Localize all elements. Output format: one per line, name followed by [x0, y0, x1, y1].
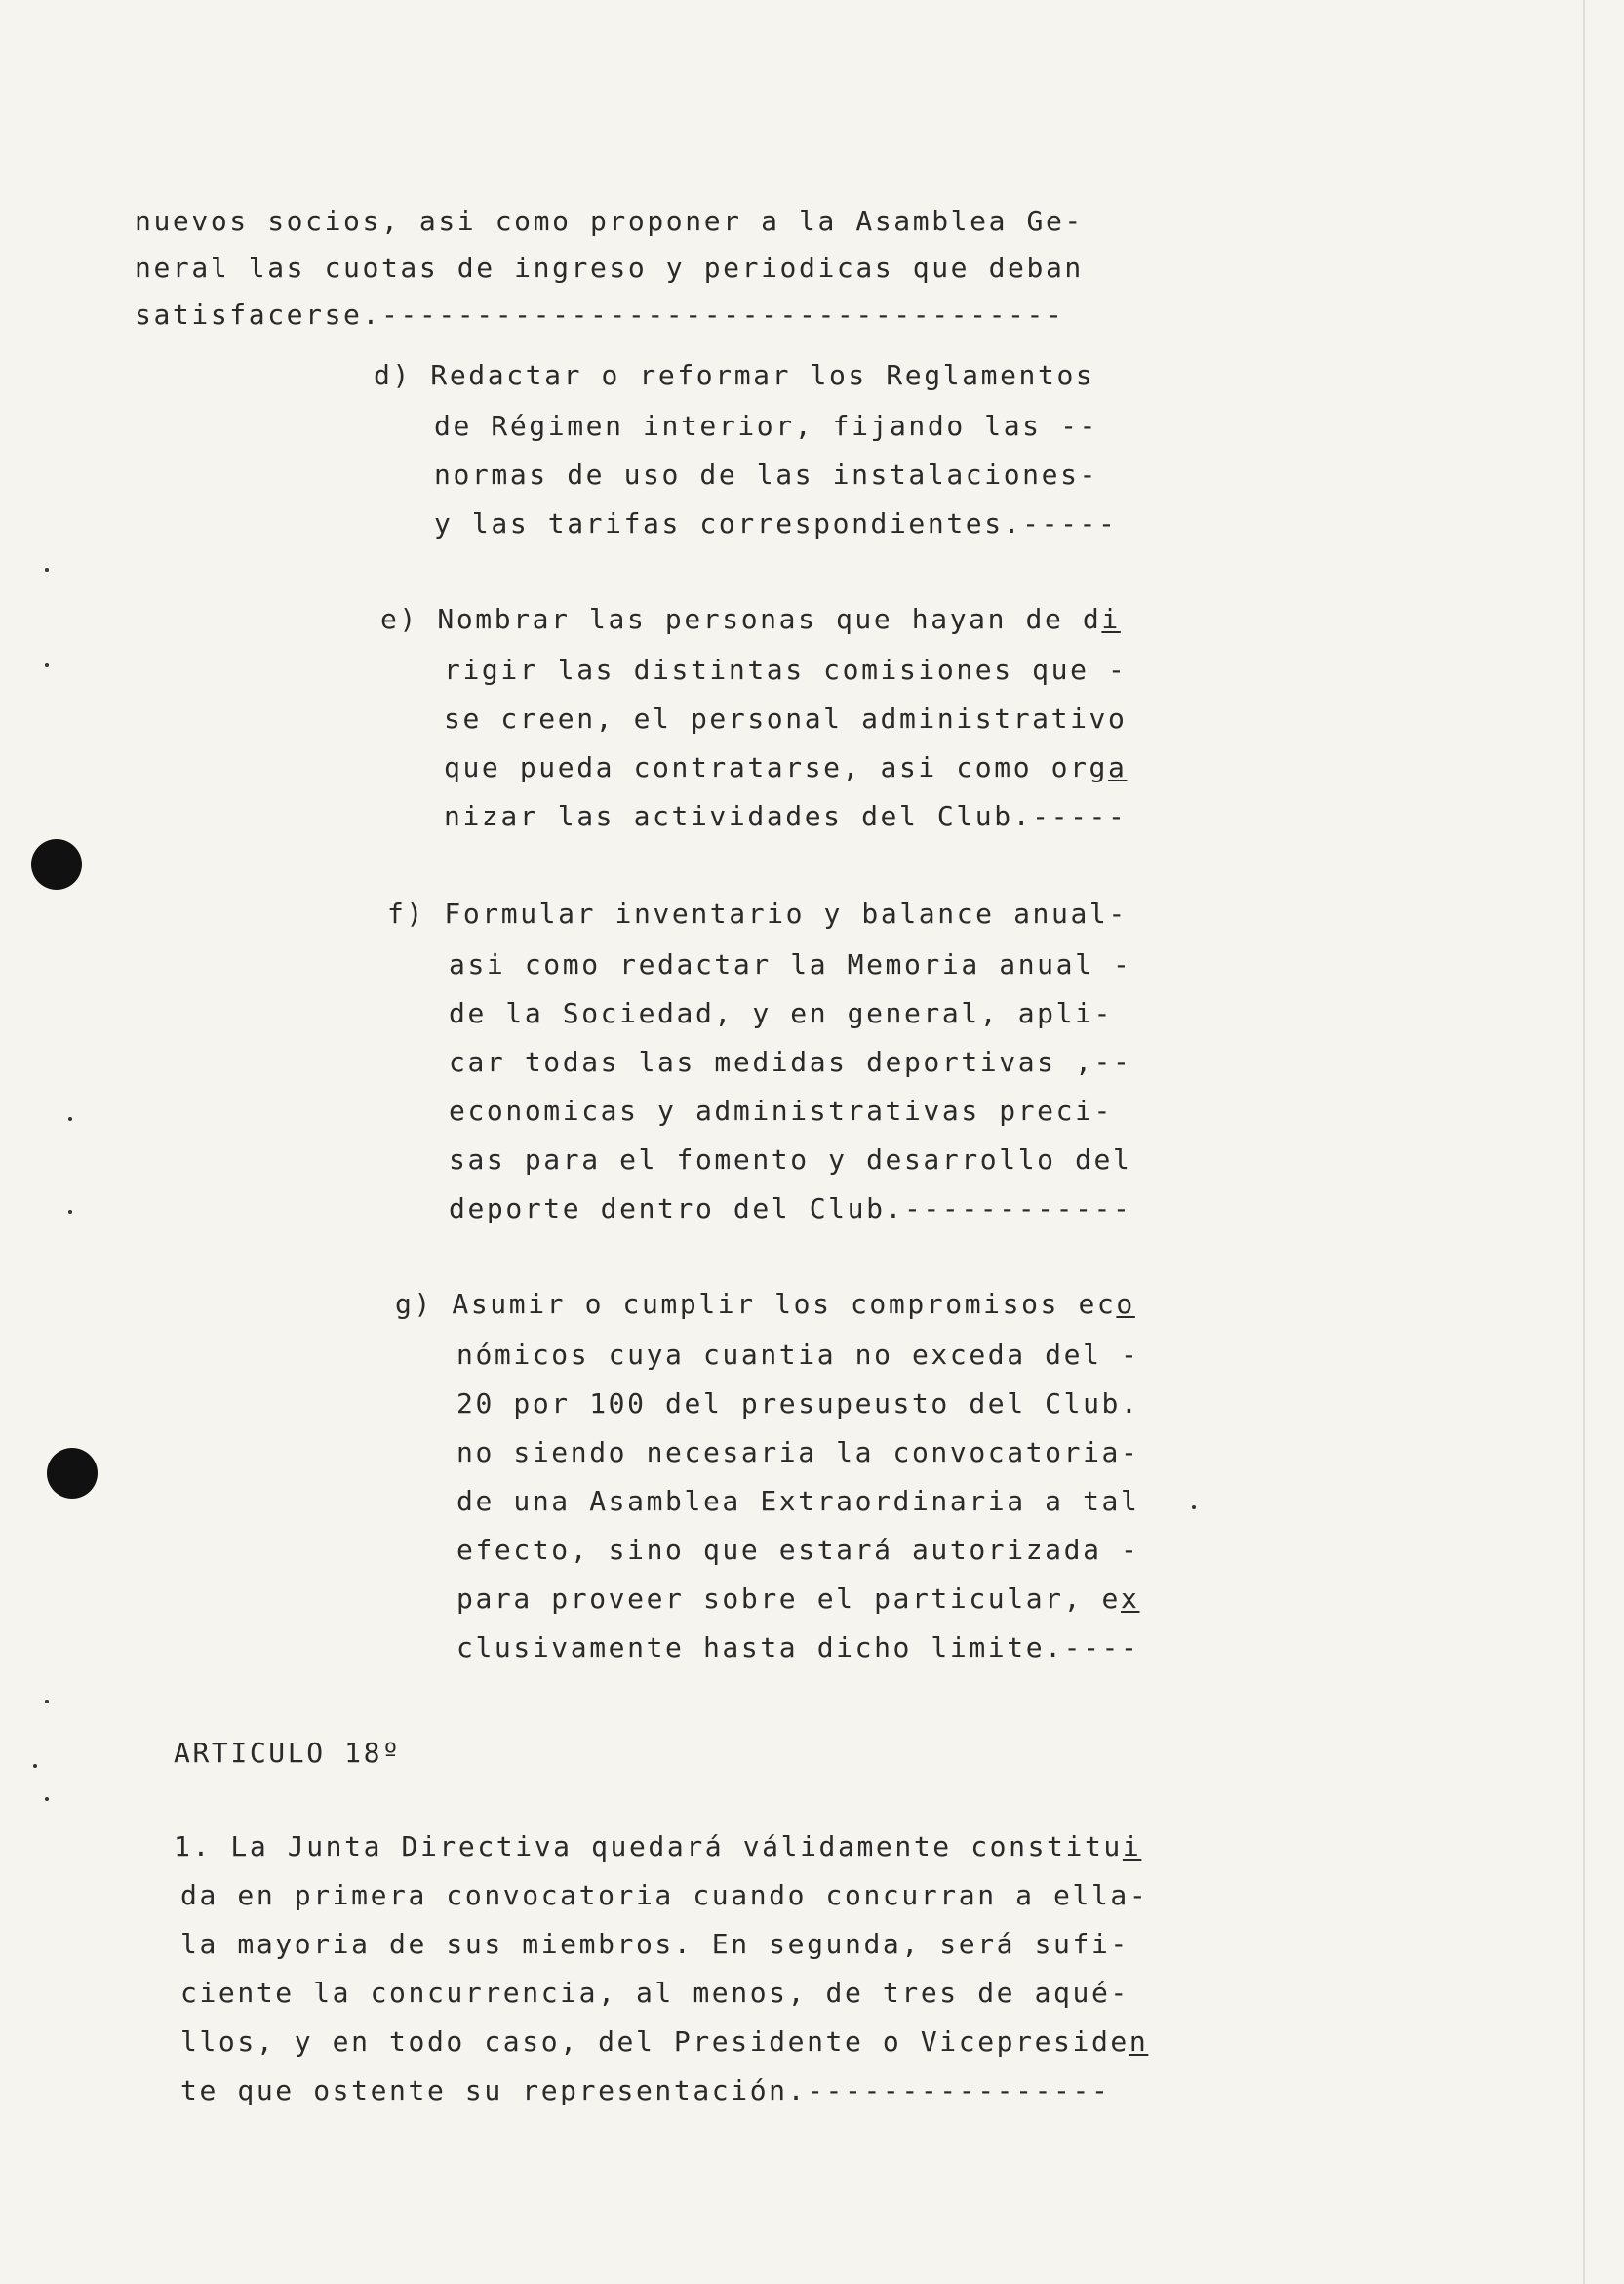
- paragraph-1-line-6: te que ostente su representación.----------------: [180, 2074, 1111, 2106]
- item-e-line-3: se creen, el personal administrativo: [444, 702, 1128, 735]
- punch-hole-bottom: [47, 1448, 98, 1499]
- paragraph-1-line-5: llos, y en todo caso, del Presidente o Vicepresiden: [180, 2025, 1149, 2058]
- item-g-line-8: clusivamente hasta dicho limite.----: [456, 1631, 1140, 1663]
- intro-line-1: nuevos socios, asi como proponer a la Asamblea Ge-: [135, 205, 1084, 237]
- item-e-line-5: nizar las actividades del Club.-----: [444, 800, 1128, 832]
- item-e-line-4: que pueda contratarse, asi como orga: [444, 751, 1128, 783]
- scan-speck: [45, 1797, 49, 1801]
- item-e-line-1: e) Nombrar las personas que hayan de di: [380, 603, 1121, 635]
- article-heading: ARTICULO 18º: [174, 1737, 402, 1769]
- item-g-line-4: no siendo necesaria la convocatoria-: [456, 1436, 1140, 1468]
- item-g-line-7: para proveer sobre el particular, ex: [456, 1583, 1140, 1615]
- item-f-line-6: sas para el fomento y desarrollo del: [449, 1143, 1132, 1176]
- page-edge: [1583, 0, 1585, 2284]
- scan-speck: [45, 568, 49, 572]
- scan-speck: [68, 1117, 72, 1121]
- paragraph-1-line-2: da en primera convocatoria cuando concurran a ella-: [180, 1879, 1149, 1911]
- item-f-line-3: de la Sociedad, y en general, apli-: [449, 997, 1114, 1029]
- paragraph-1-line-3: la mayoria de sus miembros. En segunda, será sufi-: [180, 1928, 1129, 1960]
- scan-speck: [1192, 1505, 1196, 1509]
- intro-line-2: neral las cuotas de ingreso y periodicas que deban: [135, 252, 1084, 284]
- intro-line-3: satisfacerse.------------------------------------: [135, 299, 1065, 331]
- item-d-line-3: normas de uso de las instalaciones-: [434, 459, 1099, 491]
- scan-speck: [68, 1210, 72, 1214]
- item-f-line-4: car todas las medidas deportivas ,--: [449, 1046, 1132, 1078]
- item-g-line-5: de una Asamblea Extraordinaria a tal: [456, 1485, 1140, 1517]
- item-d-line-4: y las tarifas correspondientes.-----: [434, 507, 1118, 540]
- item-f-line-7: deporte dentro del Club.------------: [449, 1192, 1132, 1224]
- scan-speck: [45, 1700, 49, 1703]
- item-g-line-2: nómicos cuya cuantia no exceda del -: [456, 1339, 1140, 1371]
- item-g-line-1: g) Asumir o cumplir los compromisos eco: [395, 1288, 1135, 1320]
- item-g-line-3: 20 por 100 del presupeusto del Club.: [456, 1387, 1140, 1420]
- scan-speck: [45, 663, 49, 667]
- item-f-line-1: f) Formular inventario y balance anual-: [387, 898, 1128, 930]
- punch-hole-top: [31, 839, 82, 890]
- scan-speck: [33, 1764, 37, 1768]
- paragraph-1-line-1: 1. La Junta Directiva quedará válidamente constitui: [174, 1830, 1142, 1863]
- item-e-line-2: rigir las distintas comisiones que -: [444, 654, 1128, 686]
- item-f-line-5: economicas y administrativas preci-: [449, 1095, 1114, 1127]
- item-f-line-2: asi como redactar la Memoria anual -: [449, 948, 1132, 981]
- item-d-line-1: d) Redactar o reformar los Reglamentos: [374, 359, 1095, 391]
- item-d-line-2: de Régimen interior, fijando las --: [434, 410, 1099, 442]
- item-g-line-6: efecto, sino que estará autorizada -: [456, 1534, 1140, 1566]
- paragraph-1-line-4: ciente la concurrencia, al menos, de tres de aqué-: [180, 1977, 1129, 2009]
